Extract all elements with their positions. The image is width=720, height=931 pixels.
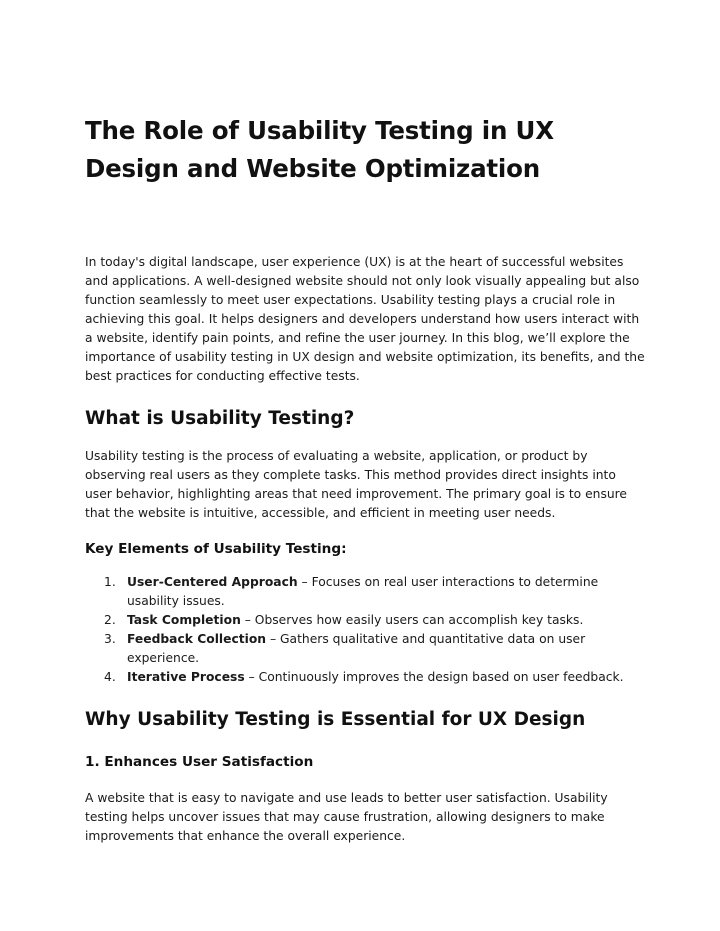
- list-item: [85, 573, 645, 611]
- document-title: The Role of Usability Testing in UX Design and Website Optimization: [85, 116, 554, 183]
- list-item-term: Task Completion: [127, 613, 241, 627]
- list-item-number: 2.: [104, 613, 116, 627]
- list-item: [85, 611, 645, 630]
- list-item-description: – Focuses on real user interactions to determine usability issues.: [127, 575, 599, 608]
- section-heading-why-usability-testing: Why Usability Testing is Essential for UX Design: [85, 709, 586, 730]
- list-item-term: User-Centered Approach: [127, 575, 298, 589]
- list-item-number: 3.: [104, 632, 116, 646]
- section-heading-what-is-usability-testing: What is Usability Testing?: [85, 408, 355, 429]
- list-item: [85, 630, 645, 668]
- list-item-term: Feedback Collection: [127, 632, 267, 646]
- list-item: [85, 668, 645, 687]
- subheading-enhances-user-satisfaction: 1. Enhances User Satisfaction: [85, 754, 314, 770]
- usability-testing-definition-paragraph: Usability testing is the process of evaluating a website, application, or product by observing real users as they complete tasks. This method provides direct insights into user behavior, highlighting areas that need improvement. The primary goal is to ensure that the website is intuitive, accessible, and efficient in meeting user needs.: [85, 449, 627, 520]
- list-item-number: 1.: [104, 575, 116, 589]
- subheading-key-elements: Key Elements of Usability Testing:: [85, 541, 347, 557]
- list-item-description: – Observes how easily users can accomplish key tasks.: [240, 613, 584, 627]
- list-item-number: 4.: [104, 670, 116, 684]
- user-satisfaction-paragraph: A website that is easy to navigate and use leads to better user satisfaction. Usability testing helps uncover issues that may cause frustration, allowing designers to make improvements that enhance the overall experience.: [85, 791, 608, 843]
- list-item-term: Iterative Process: [127, 670, 245, 684]
- intro-paragraph: In today's digital landscape, user experience (UX) is at the heart of successful websites and applications. A well-designed website should not only look visually appealing but also function seamlessly to meet user expectations. Usability testing plays a crucial role in achieving this goal. It helps designers and developers understand how users interact with a website, identify pain points, and refine the user journey. In this blog, we’ll explore the importance of usability testing in UX design and website optimization, its benefits, and the best practices for conducting effective tests.: [85, 255, 645, 383]
- list-item-description: – Gathers qualitative and quantitative data on user experience.: [127, 632, 586, 665]
- list-item-description: – Continuously improves the design based on user feedback.: [244, 670, 624, 684]
- key-elements-list: [85, 573, 645, 687]
